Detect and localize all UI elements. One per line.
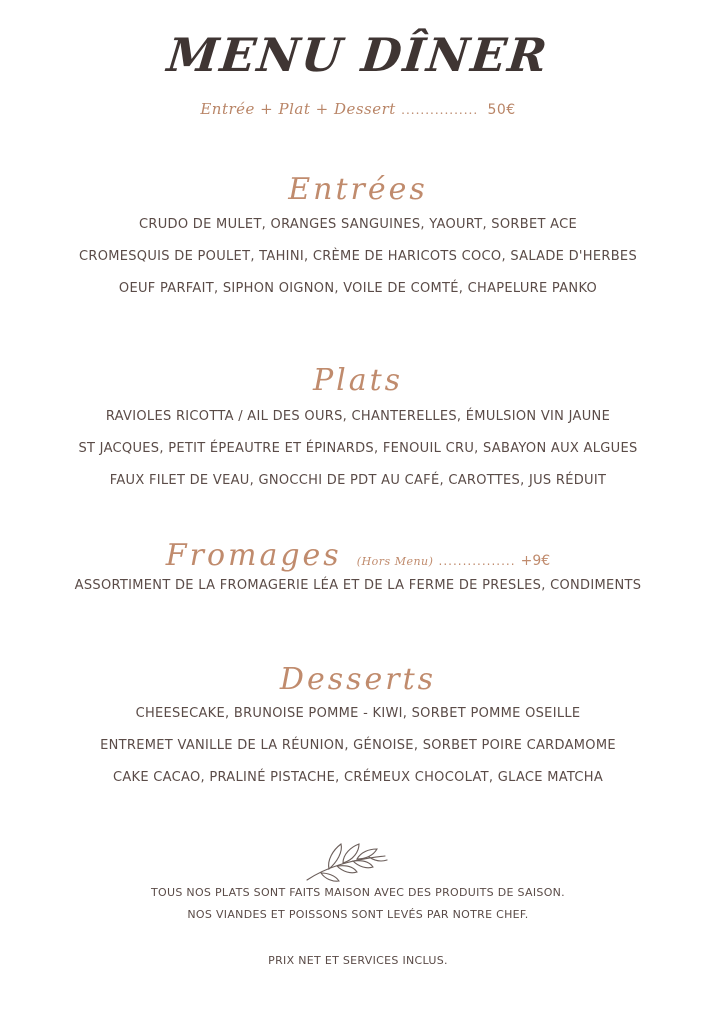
formula-line [0,100,716,118]
olive-branch-icon [303,838,389,884]
section-title-entrees: Entrées [288,172,428,207]
plat-item: ST JACQUES, PETIT ÉPEAUTRE ET ÉPINARDS, FENOUIL CRU, SABAYON AUX ALGUES [78,441,638,456]
menu-title: MENU DÎNER [164,28,552,82]
fromages-note: (Hors Menu) [356,555,434,568]
entree-item: CRUDO DE MULET, ORANGES SANGUINES, YAOURT, SORBET ACE [139,217,577,232]
fromages-heading [0,538,716,573]
formula-price: 50€ [487,102,516,118]
footer-note-2: NOS VIANDES ET POISSONS SONT LEVÉS PAR NOTRE CHEF. [187,908,529,921]
plat-item: RAVIOLES RICOTTA / AIL DES OURS, CHANTERELLES, ÉMULSION VIN JAUNE [105,409,611,424]
formula-label: Entrée + Plat + Dessert [200,100,396,118]
fromage-item: ASSORTIMENT DE LA FROMAGERIE LÉA ET DE LA FERME DE PRESLES, CONDIMENTS [74,578,642,593]
entree-item: OEUF PARFAIT, SIPHON OIGNON, VOILE DE COMTÉ, CHAPELURE PANKO [118,281,598,296]
section-title-fromages: Fromages [165,538,342,573]
entree-item: CROMESQUIS DE POULET, TAHINI, CRÈME DE HARICOTS COCO, SALADE D'HERBES [78,249,637,264]
section-title-desserts: Desserts [279,662,437,697]
footer-note-3: PRIX NET ET SERVICES INCLUS. [268,954,448,967]
plat-item: FAUX FILET DE VEAU, GNOCCHI DE PDT AU CAFÉ, CAROTTES, JUS RÉDUIT [109,473,607,488]
dessert-item: ENTREMET VANILLE DE LA RÉUNION, GÉNOISE, SORBET POIRE CARDAMOME [100,738,616,753]
footer-note-1: TOUS NOS PLATS SONT FAITS MAISON AVEC DES PRODUITS DE SAISON. [151,886,565,899]
fromages-dots: ................ [438,554,516,568]
dessert-item: CAKE CACAO, PRALINÉ PISTACHE, CRÉMEUX CHOCOLAT, GLACE MATCHA [112,770,604,785]
formula-dots: ................ [401,103,479,117]
dessert-item: CHEESECAKE, BRUNOISE POMME - KIWI, SORBET POMME OSEILLE [135,706,581,721]
section-title-plats: Plats [312,363,404,398]
fromages-price: +9€ [520,553,551,569]
